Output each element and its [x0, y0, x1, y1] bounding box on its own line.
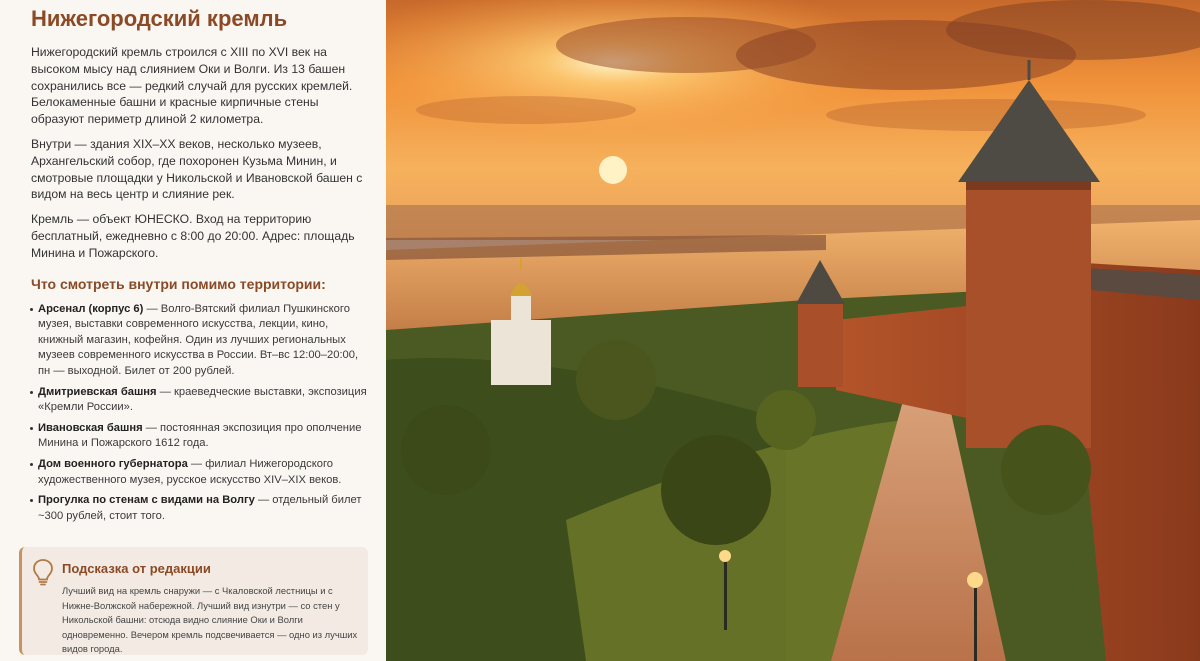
sight-name: Арсенал (корпус 6) [38, 302, 144, 315]
sight-description: — краеведческие выставки, экспозиция «Кремли России». [38, 385, 367, 414]
list-item [38, 457, 370, 488]
sights-subheading: Что смотреть внутри помимо территории: [31, 275, 326, 292]
article-paragraph-inside: Внутри — здания XIX–XX веков, несколько музеев, Архангельский собор, где похоронен Кузьма Минин, и смотровые площадки у Никольской и Ивановской башен с видом на весь центр и слияние рек. [31, 136, 363, 202]
list-item [38, 302, 370, 380]
sight-description: — филиал Нижегородского художественного музея, русское искусство XIV–XIX веков. [38, 457, 342, 486]
sight-name: Прогулка по стенам с видами на Волгу [38, 494, 255, 507]
sight-name: Дмитриевская башня [38, 385, 157, 398]
sight-description: — отдельный билет ~300 рублей, стоит того. [38, 494, 362, 522]
kremlin-sunset-photo [386, 0, 1200, 661]
tip-text: Лучший вид на кремль снаружи — с Чкаловской лестницы и с Нижне-Волжской набережной. Лучший вид изнутри — со стен у Никольской башни: отсюда видно слияние Оки и Волги одновременно. Вечером кремль подсвечивается — одно из лучших видов города. [62, 585, 358, 654]
sight-name: Ивановская башня [38, 421, 143, 434]
sight-name: Дом военного губернатора [38, 457, 188, 470]
sights-list [31, 302, 370, 525]
article-paragraph-visit-info: Кремль — объект ЮНЕСКО. Вход на территорию бесплатный, ежедневно с 8:00 до 20:00. Адрес: площадь Минина и Пожарского. [31, 212, 355, 260]
article-paragraph-history: Нижегородский кремль строился с XIII по XVI век на высоком мысу над слиянием Оки и Волги. Из 13 башен сохранились все — редкий случай для русских кремлей. Белокаменные башни и красные кирпичные стены образуют периметр длиной 2 километра. [31, 45, 353, 127]
list-item [38, 385, 370, 416]
list-item [38, 493, 370, 524]
tip-title: Подсказка от редакции [62, 561, 211, 576]
sight-description: — постоянная экспозиция про ополчение Минина и Пожарского 1612 года. [38, 421, 362, 450]
sight-description: — Волго-Вятский филиал Пушкинского музея, выставки современного искусства, лекции, кино, книжный магазин, кофейня. Один из лучших региональных музеев современного искусства в России. Вт–вс 12:00–20:00, пн — выходной. Билет от 200 рублей. [38, 302, 359, 377]
kremlin-illustration [386, 0, 1200, 661]
lightbulb-icon [32, 558, 54, 586]
article-title: Нижегородский кремль [31, 6, 288, 31]
list-item [38, 421, 370, 452]
editor-tip-box [19, 547, 368, 655]
